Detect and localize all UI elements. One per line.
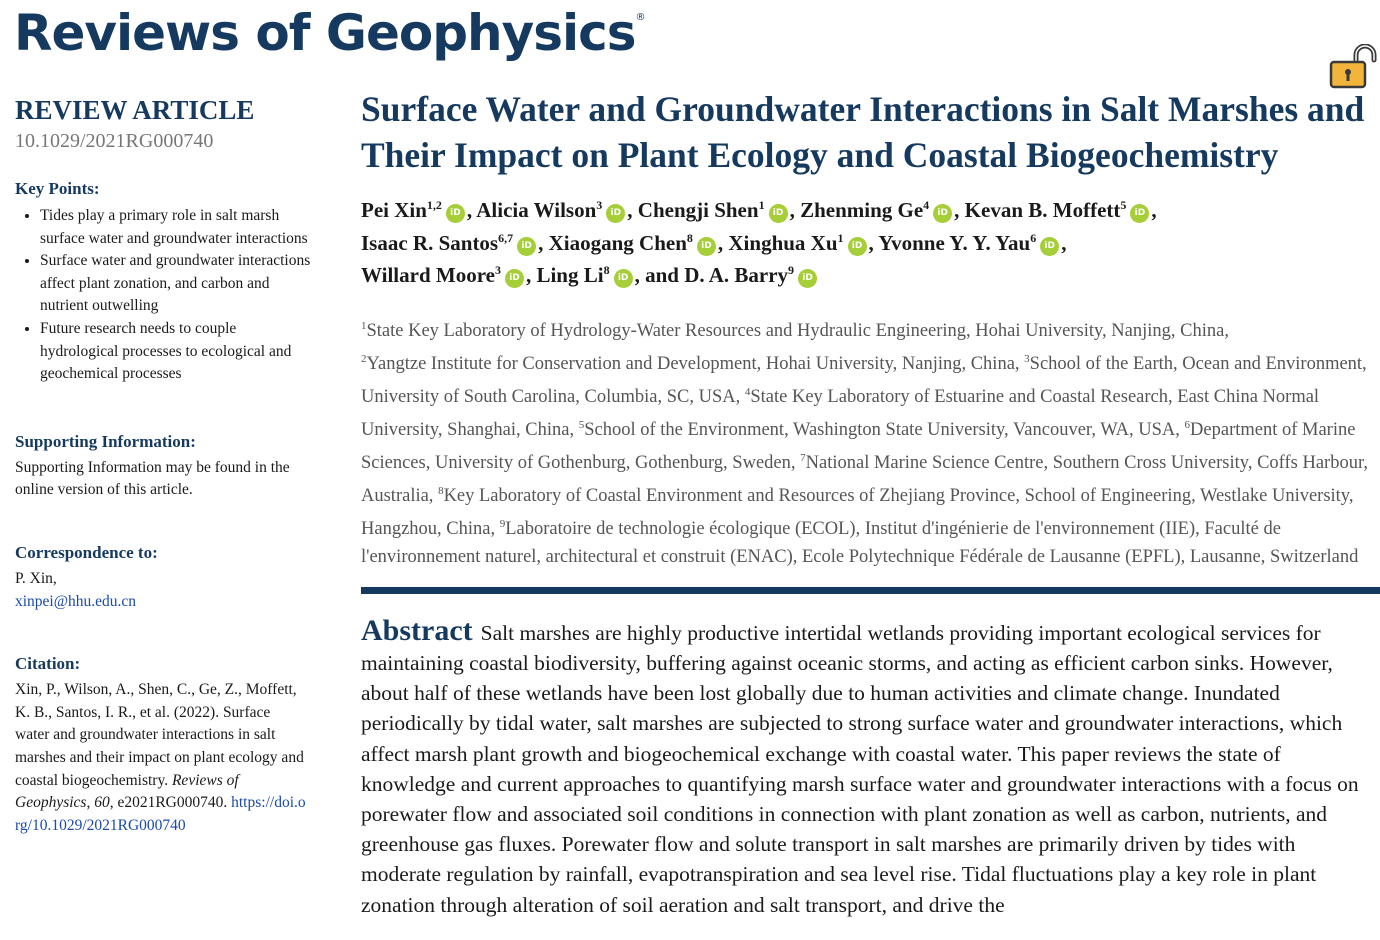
- affiliation-number: 1: [361, 319, 367, 332]
- author-affiliation-marker: 6,7: [498, 230, 514, 245]
- affiliation-text: State Key Laboratory of Estuarine and Coastal Research, East China Normal University, Shanghai, China,: [361, 386, 1320, 440]
- affiliation-number: 5: [578, 418, 585, 431]
- key-point: • Tides play a primary role in salt marsh surface water and groundwater interactions: [40, 205, 315, 250]
- section-divider: [361, 587, 1380, 594]
- author-affiliation-marker: 1: [758, 198, 765, 212]
- orcid-icon[interactable]: iD: [769, 204, 788, 223]
- registered-mark: ®: [635, 12, 645, 23]
- author-separator: ,: [789, 198, 801, 222]
- affiliation-number: 3: [1024, 352, 1030, 365]
- affiliation-number: 8: [438, 484, 444, 497]
- author-affiliation-marker: 9: [788, 263, 795, 277]
- orcid-icon[interactable]: iD: [446, 204, 465, 223]
- citation-id: , e2021RG000740.: [109, 794, 232, 812]
- correspondence-email-link[interactable]: xinpei@hhu.edu.cn: [15, 592, 137, 610]
- affiliation-text: Laboratoire de technologie écologique (ECOL), Institut d'ingénierie de l'environnement (IIE), Faculté de l'environnement naturel, architectural et construit (ENAC), Ecole Polytechnique Fédérale de Lausanne (EPFL), Lausanne, Switzerland: [361, 519, 1359, 567]
- orcid-icon[interactable]: iD: [614, 269, 633, 288]
- main-content: [361, 86, 1371, 920]
- author-separator: ,: [717, 230, 729, 255]
- open-access-lock-icon: [1328, 44, 1380, 90]
- sidebar: [15, 92, 315, 837]
- author-affiliation-marker: 8: [686, 230, 693, 245]
- orcid-icon[interactable]: iD: [1040, 237, 1059, 256]
- author-separator: ,: [1061, 230, 1067, 255]
- article-title: Surface Water and Groundwater Interactions in Salt Marshes and Their Impact on Plant Ecology and Coastal Biogeochemistry: [361, 89, 1365, 175]
- journal-logo[interactable]: [14, 4, 645, 62]
- correspondence-name: P. Xin,: [15, 569, 57, 587]
- author-name[interactable]: Zhenming Ge: [800, 198, 924, 222]
- affiliation-number: 4: [744, 385, 751, 398]
- affiliation-text: Yangtze Institute for Conservation and Development, Hohai University, Nanjing, China,: [366, 353, 1025, 374]
- affiliation-text: Department of Marine Sciences, University of Gothenburg, Gothenburg, Sweden,: [361, 419, 1356, 473]
- orcid-icon[interactable]: iD: [697, 237, 716, 256]
- author-name[interactable]: Chengji Shen: [637, 198, 759, 222]
- correspondence-heading: Correspondence to:: [15, 542, 158, 562]
- author-separator: ,: [538, 230, 549, 255]
- author-name[interactable]: Xiaogang Chen: [548, 230, 687, 255]
- affiliation-text: Key Laboratory of Coastal Environment and Resources of Zhejiang Province, School of Engineering, Westlake University, Hangzhou, China,: [361, 485, 1354, 540]
- article-doi: 10.1029/2021RG000740: [15, 130, 214, 152]
- orcid-icon[interactable]: iD: [933, 204, 952, 223]
- affiliation-number: 7: [800, 451, 806, 464]
- orcid-icon[interactable]: iD: [505, 269, 524, 288]
- orcid-icon[interactable]: iD: [517, 237, 536, 256]
- author-affiliation-marker: 5: [1120, 198, 1127, 212]
- citation-heading: Citation:: [15, 654, 81, 674]
- abstract: [361, 613, 1371, 920]
- author-name[interactable]: Alicia Wilson: [476, 198, 597, 222]
- key-point: • Future research needs to couple hydrological processes to ecological and geochemical processes: [40, 318, 315, 386]
- author-affiliation-marker: 3: [494, 263, 501, 277]
- key-points-heading: Key Points:: [15, 179, 100, 198]
- author-name[interactable]: D. A. Barry: [684, 263, 789, 287]
- affiliation-number: 2: [361, 352, 367, 365]
- author-name[interactable]: Xinghua Xu: [728, 230, 838, 255]
- supporting-info-text: Supporting Information may be found in the online version of this article.: [15, 458, 290, 499]
- author-separator: ,: [627, 198, 638, 222]
- affiliation-number: 9: [499, 517, 506, 530]
- orcid-icon[interactable]: iD: [848, 237, 867, 256]
- affiliations: [361, 313, 1371, 572]
- author-affiliation-marker: 4: [923, 198, 930, 212]
- author-affiliation-marker: 1,2: [426, 198, 442, 212]
- orcid-icon[interactable]: iD: [1130, 204, 1149, 223]
- abstract-text: Salt marshes are highly productive intertidal wetlands providing important ecological services for maintaining coastal biodiversity, buffering against oceanic storms, and acting as efficient carbon sinks. However, about half of these wetlands have been lost globally due to human activities and climate change. Inundated periodically by tidal water, salt marshes are subjected to strong surface water and groundwater interactions, which affect marsh plant growth and biogeochemical exchange with coastal water. This paper reviews the state of knowledge and current approaches to quantifying marsh surface water and groundwater interactions with a focus on porewater flow and associated soil conditions in connection with plant zonation as well as carbon, nutrients, and greenhouse gas fluxes. Porewater flow and solute transport in salt marshes are primarily driven by tides with moderate regulation by rainfall, evapotranspiration and sea level rise. Tidal fluctuations play a key role in plant zonation through alteration of soil aeration and salt transport, and drive the: [361, 620, 1359, 917]
- orcid-icon[interactable]: iD: [798, 269, 817, 288]
- abstract-heading: Abstract: [361, 613, 473, 647]
- affiliation-text: National Marine Science Centre, Southern Cross University, Coffs Harbour, Australia,: [361, 452, 1369, 506]
- author-affiliation-marker: 1: [837, 230, 844, 245]
- author-separator: ,: [1151, 198, 1157, 222]
- article-type: REVIEW ARTICLE: [15, 95, 255, 125]
- author-name[interactable]: Kevan B. Moffett: [964, 198, 1121, 222]
- citation-body: Xin, P., Wilson, A., Shen, C., Ge, Z., Moffett, K. B., Santos, I. R., et al. (2022). Surface water and groundwater interactions in salt marshes and their impact on plant ecology and coastal biogeochemistry.: [15, 681, 304, 789]
- author-name[interactable]: Isaac R. Santos: [361, 230, 499, 255]
- citation-doi-link[interactable]: https://doi.org/10.1029/2021RG000740: [15, 794, 306, 834]
- author-name[interactable]: Pei Xin: [361, 198, 427, 222]
- author-name[interactable]: Willard Moore: [361, 263, 495, 287]
- author-name[interactable]: Ling Li: [536, 263, 604, 287]
- author-affiliation-marker: 8: [603, 263, 610, 277]
- author-name[interactable]: Yvonne Y. Y. Yau: [878, 230, 1031, 255]
- affiliation-text: School of the Environment, Washington State University, Vancouver, WA, USA,: [584, 419, 1185, 440]
- journal-name: Reviews of Geophysics: [14, 4, 636, 62]
- key-point: • Surface water and groundwater interactions affect plant zonation, and carbon and nutrient outwelling: [40, 250, 315, 318]
- affiliation-text: State Key Laboratory of Hydrology-Water Resources and Hydraulic Engineering, Hohai University, Nanjing, China,: [366, 320, 1229, 341]
- citation-text: Xin, P., Wilson, A., Shen, C., Ge, Z., Moffett, K. B., Santos, I. R., et al. (2022). Surface water and groundwater interactions in salt marshes and their impact on plant ecology and coastal biogeochemistry. Reviews of Geophysics, 60, e2021RG000740. https://doi.org/10.1029/2021RG000740: [15, 681, 306, 834]
- author-list: [361, 192, 1371, 290]
- author-separator: , and: [634, 263, 685, 287]
- affiliation-number: 6: [1184, 418, 1191, 431]
- key-points-list: [15, 205, 315, 386]
- citation-volume: 60: [94, 794, 110, 812]
- author-separator: ,: [954, 198, 965, 222]
- author-separator: ,: [525, 263, 537, 287]
- citation-journal: Reviews of Geophysics: [15, 771, 239, 812]
- author-separator: ,: [466, 198, 477, 222]
- author-affiliation-marker: 3: [596, 198, 603, 212]
- affiliation-text: School of the Earth, Ocean and Environment, University of South Carolina, Columbia, SC, USA,: [361, 353, 1367, 407]
- supporting-info-heading: Supporting Information:: [15, 431, 196, 451]
- author-affiliation-marker: 6: [1030, 230, 1037, 245]
- author-separator: ,: [868, 230, 879, 255]
- orcid-icon[interactable]: iD: [606, 204, 625, 223]
